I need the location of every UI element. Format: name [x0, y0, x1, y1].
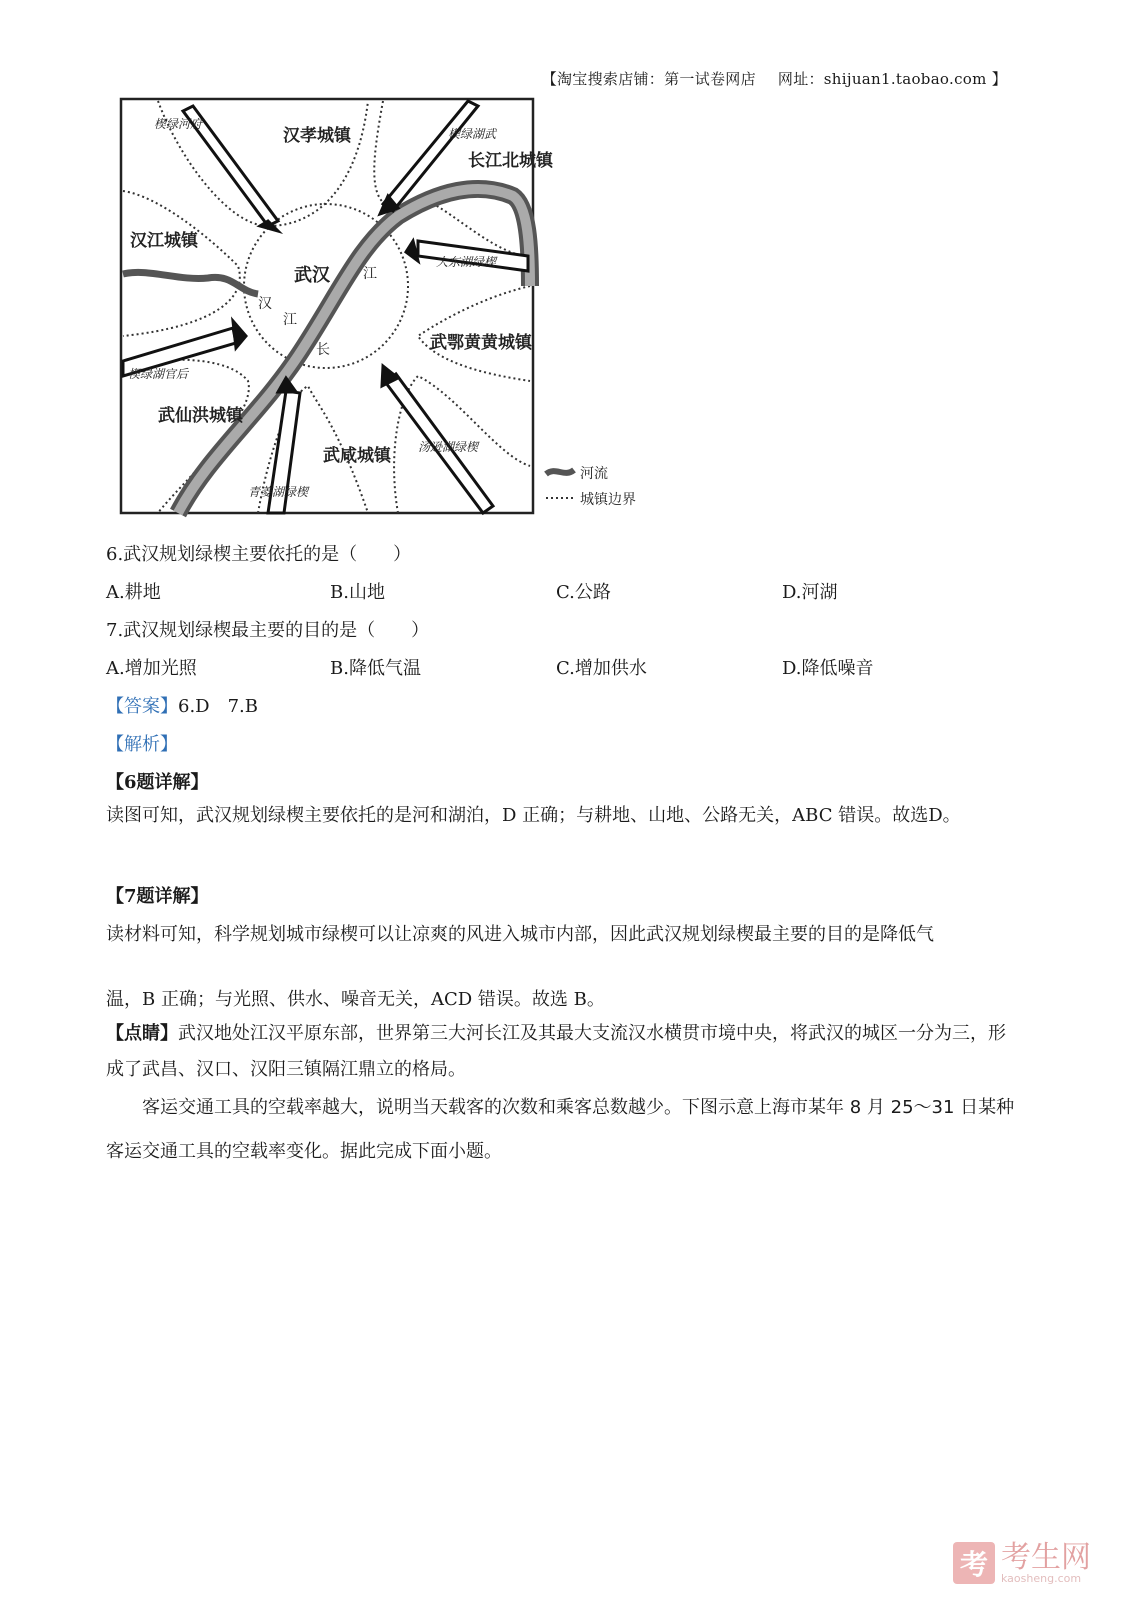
q6-option-c: C.公路: [556, 582, 611, 603]
header-shop: 【淘宝搜索店铺：第一试卷网店: [541, 70, 756, 88]
han-river: [123, 272, 258, 294]
next-question-stem: 客运交通工具的空载率越大，说明当天载客的次数和乘客总数越少。下图示意上海市某年 8 月 25～31 日某种客运交通工具的空载率变化。据此完成下面小题。: [106, 1097, 1015, 1162]
label-river-han: 汉: [258, 296, 272, 312]
label-river-chang: 长: [316, 342, 330, 358]
q7-stem: 7.武汉规划绿楔最主要的目的是（ ）: [106, 620, 430, 641]
label-corridor-top-right: 楔绿湖武: [448, 127, 497, 141]
analysis-tag: 【解析】: [106, 734, 178, 755]
q6-option-d: D.河湖: [782, 582, 838, 603]
watermark-en: kaosheng.com: [1001, 1571, 1082, 1585]
map-legend: [546, 465, 636, 508]
label-river-jiang2: 江: [283, 312, 297, 328]
label-corridor-left: 楔绿湖官后: [128, 367, 189, 381]
label-corridor-bottom-left: 青菱湖绿楔: [248, 485, 309, 499]
q7-option-b: B.降低气温: [330, 658, 421, 679]
watermark-cn: 考生网: [1001, 1539, 1091, 1575]
detail7-line2: 温，B 正确；与光照、供水、噪音无关，ACD 错误。故选 B。: [106, 989, 605, 1010]
q7-option-c: C.增加供水: [556, 658, 647, 679]
answer-tag: 【答案】: [106, 696, 178, 717]
q6-option-a: A.耕地: [106, 582, 161, 603]
detail6-text: 读图可知，武汉规划绿楔主要依托的是河和湖泊，D 正确；与耕地、山地、公路无关，ABC 错误。故选D。: [106, 805, 961, 826]
label-corridor-bottom-right: 汤逊湖绿楔: [418, 440, 479, 454]
kaosheng-watermark: [953, 1539, 1091, 1585]
wuhan-green-wedge-map: [118, 96, 658, 526]
answer-text: 6.D 7.B: [178, 696, 259, 717]
label-corridor-top-left: 楔绿河府: [154, 117, 203, 131]
label-changjiangbei: 长江北城镇: [468, 151, 553, 171]
label-wuxian: 武咸城镇: [323, 446, 391, 466]
label-wuhan: 武汉: [294, 265, 330, 286]
label-hanjiang: 汉江城镇: [130, 231, 198, 251]
header-url: 网址：shijuan1.taobao.com 】: [777, 70, 1007, 88]
kaosheng-logo-icon: 考: [953, 1542, 995, 1584]
q7-option-d: D.降低噪音: [782, 658, 874, 679]
label-wuehh: 武鄂黄黄城镇: [430, 333, 532, 353]
label-hanxiao: 汉孝城镇: [283, 126, 351, 146]
legend-river-swatch: [546, 470, 574, 474]
q6-option-b: B.山地: [330, 582, 385, 603]
detail7-line1: 读材料可知，科学规划城市绿楔可以让凉爽的风进入城市内部，因此武汉规划绿楔最主要的目的是降低气: [106, 924, 934, 945]
label-river-jiang: 江: [363, 266, 377, 282]
map-svg: [118, 96, 658, 526]
page-header: [542, 68, 1007, 89]
detail6-title: 【6题详解】: [106, 772, 209, 793]
tip-tag: 【点睛】: [106, 1023, 178, 1044]
tip-text: 武汉地处江汉平原东部，世界第三大河长江及其最大支流汉水横贯市境中央，将武汉的城区一分为三，形成了武昌、汉口、汉阳三镇隔江鼎立的格局。: [106, 1023, 1006, 1080]
tip-paragraph: [106, 1016, 1010, 1088]
q6-stem: 6.武汉规划绿楔主要依托的是（ ）: [106, 544, 412, 565]
label-corridor-right: 大东湖绿楔: [436, 255, 497, 269]
answer-line: [106, 692, 258, 718]
detail7-title: 【7题详解】: [106, 886, 209, 907]
label-wuxianhong: 武仙洪城镇: [158, 406, 243, 426]
corridor-labels: [128, 117, 498, 499]
legend-boundary-label: 城镇边界: [580, 492, 636, 508]
q7-option-a: A.增加光照: [106, 658, 197, 679]
legend-river-label: 河流: [580, 466, 608, 482]
